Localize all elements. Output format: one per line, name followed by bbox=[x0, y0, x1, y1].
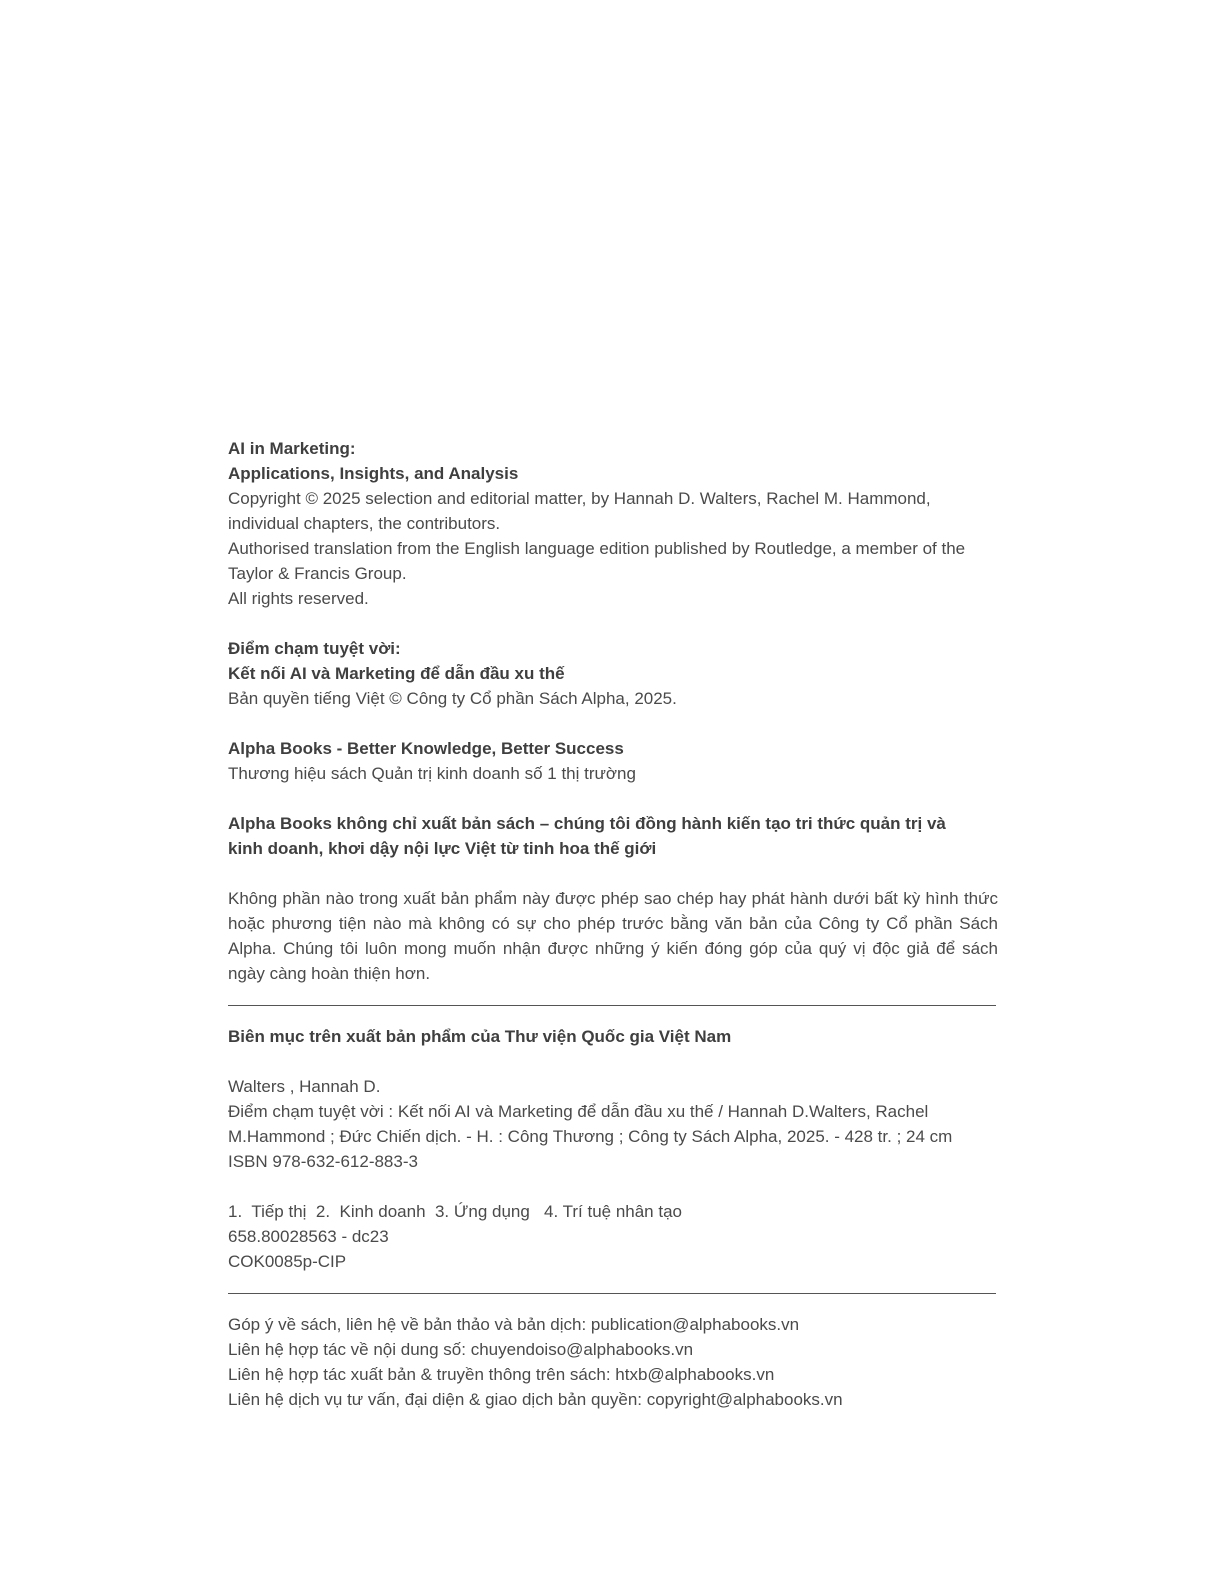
reproduction-notice: Không phần nào trong xuất bản phẩm này được phép sao chép hay phát hành dưới bất kỳ hình thức hoặc phương tiện nào mà không có sự cho phép trước bằng văn bản của Công ty Cổ phần Sách Alpha. Chúng tôi luôn mong muốn nhận được những ý kiến đóng góp của quý vị độc giả để sách ngày càng hoàn thiện hơn. bbox=[228, 889, 998, 983]
divider-bottom bbox=[228, 1293, 996, 1294]
vietnamese-copyright: Bản quyền tiếng Việt © Công ty Cổ phần Sách Alpha, 2025. bbox=[228, 689, 677, 708]
original-copyright-line2: individual chapters, the contributors. bbox=[228, 514, 501, 533]
spacer bbox=[228, 1049, 998, 1074]
vietnamese-title-line1: Điểm chạm tuyệt vời: bbox=[228, 639, 401, 658]
catalog-subjects: 1. Tiếp thị 2. Kinh doanh 3. Ứng dụng 4. Trí tuệ nhân tạo bbox=[228, 1202, 682, 1221]
vietnamese-edition-block bbox=[228, 636, 998, 711]
catalog-heading: Biên mục trên xuất bản phẩm của Thư viện Quốc gia Việt Nam bbox=[228, 1027, 732, 1046]
catalog-code: COK0085p-CIP bbox=[228, 1252, 347, 1271]
spacer bbox=[228, 861, 998, 886]
catalog-entry-line2: M.Hammond ; Đức Chiến dịch. - H. : Công Thương ; Công ty Sách Alpha, 2025. - 428 tr. ; 24 cm bbox=[228, 1127, 953, 1146]
rights-reserved: All rights reserved. bbox=[228, 589, 369, 608]
translation-notice-line1: Authorised translation from the English language edition published by Routledge, a member of the bbox=[228, 539, 966, 558]
original-copyright-line1: Copyright © 2025 selection and editorial matter, by Hannah D. Walters, Rachel M. Hammond, bbox=[228, 489, 931, 508]
catalog-author: Walters , Hannah D. bbox=[228, 1077, 381, 1096]
translation-notice-line2: Taylor & Francis Group. bbox=[228, 564, 407, 583]
catalog-block bbox=[228, 1024, 998, 1274]
mission-block bbox=[228, 811, 998, 861]
spacer bbox=[228, 711, 998, 736]
brand-tagline: Alpha Books - Better Knowledge, Better Success bbox=[228, 739, 624, 758]
catalog-entry-line1: Điểm chạm tuyệt vời : Kết nối AI và Marketing để dẫn đầu xu thế / Hannah D.Walters, Rachel bbox=[228, 1102, 929, 1121]
original-edition-block bbox=[228, 436, 998, 611]
copyright-page bbox=[228, 436, 998, 1412]
spacer bbox=[228, 611, 998, 636]
divider-top bbox=[228, 1005, 996, 1006]
mission-line2: kinh doanh, khơi dậy nội lực Việt từ tinh hoa thế giới bbox=[228, 839, 657, 858]
contact-digital: Liên hệ hợp tác về nội dung số: chuyendoiso@alphabooks.vn bbox=[228, 1340, 694, 1359]
vietnamese-title-line2: Kết nối AI và Marketing để dẫn đầu xu thế bbox=[228, 664, 565, 683]
spacer bbox=[228, 786, 998, 811]
contacts-block bbox=[228, 1312, 998, 1412]
catalog-classification: 658.80028563 - dc23 bbox=[228, 1227, 389, 1246]
spacer bbox=[228, 1174, 998, 1199]
brand-subtitle: Thương hiệu sách Quản trị kinh doanh số 1 thị trường bbox=[228, 764, 636, 783]
catalog-isbn: ISBN 978-632-612-883-3 bbox=[228, 1152, 418, 1171]
original-title-line1: AI in Marketing: bbox=[228, 439, 356, 458]
contact-cooperation: Liên hệ hợp tác xuất bản & truyền thông trên sách: htxb@alphabooks.vn bbox=[228, 1365, 775, 1384]
original-title-line2: Applications, Insights, and Analysis bbox=[228, 464, 519, 483]
contact-copyright: Liên hệ dịch vụ tư vấn, đại diện & giao dịch bản quyền: copyright@alphabooks.vn bbox=[228, 1390, 843, 1409]
brand-block bbox=[228, 736, 998, 786]
contact-publication: Góp ý về sách, liên hệ về bản thảo và bản dịch: publication@alphabooks.vn bbox=[228, 1315, 800, 1334]
mission-line1: Alpha Books không chỉ xuất bản sách – chúng tôi đồng hành kiến tạo tri thức quản trị và bbox=[228, 814, 946, 833]
